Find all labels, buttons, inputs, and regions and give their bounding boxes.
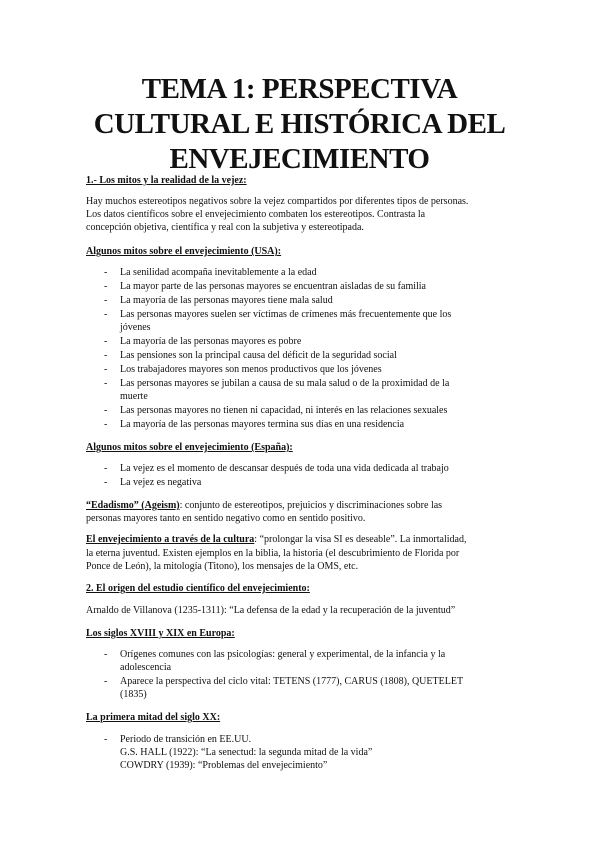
usa-myth-8: Las personas mayores se jubilan a causa de su mala salud o de la proximidad de la — [120, 378, 450, 389]
bullet-dash: - — [104, 649, 108, 660]
usa-myth-8-cont: muerte — [120, 391, 148, 402]
bullet-dash: - — [104, 477, 108, 488]
usa-myth-4-cont: jóvenes — [120, 322, 151, 333]
bullet-dash: - — [104, 295, 108, 306]
intro-line-1: Hay muchos estereotipos negativos sobre la vejez compartidos por diferentes tipos de personas. — [86, 196, 469, 207]
culture-line-2: la eterna juventud. Existen ejemplos en la biblia, la historia (el descubrimiento de Florida por — [86, 548, 460, 559]
arnaldo-line: Arnaldo de Villanova (1235-1311): “La defensa de la edad y la recuperación de la juventud” — [86, 605, 456, 616]
bullet-dash: - — [104, 336, 108, 347]
bullet-dash: - — [104, 734, 108, 745]
culture-line-1 — [86, 533, 466, 546]
xviii-xix-heading: Los siglos XVIII y XIX en Europa: — [86, 628, 235, 639]
culture-text: : “prolongar la visa SI es deseable”. La inmortalidad, — [254, 534, 467, 545]
spain-myth-1: La vejez es el momento de descansar después de toda una vida dedicada al trabajo — [120, 463, 449, 474]
usa-myth-5: La mayoría de las personas mayores es pobre — [120, 336, 302, 347]
usa-myth-7: Los trabajadores mayores son menos productivos que los jóvenes — [120, 364, 382, 375]
ageism-term: “Edadismo” (Ageism) — [86, 500, 180, 511]
usa-myth-9: Las personas mayores no tienen ni capacidad, ni interés en las relaciones sexuales — [120, 405, 448, 416]
section-2-heading: 2. El origen del estudio científico del envejecimiento: — [86, 583, 310, 594]
title-line-3: ENVEJECIMIENTO — [169, 143, 430, 175]
usa-myth-3: La mayoría de las personas mayores tiene mala salud — [120, 295, 333, 306]
usa-myth-4: Las personas mayores suelen ser víctimas de crímenes más frecuentemente que los — [120, 309, 452, 320]
ageism-definition: : conjunto de estereotipos, prejuicios y discriminaciones sobre las — [179, 500, 443, 511]
usa-myth-10: La mayoría de las personas mayores termina sus días en una residencia — [120, 419, 405, 430]
ageism-line-2: personas mayores tanto en sentido negativo como en sentido positivo. — [86, 513, 366, 524]
xviii-item-2: Aparece la perspectiva del ciclo vital: TETENS (1777), CARUS (1808), QUETELET — [120, 676, 464, 687]
ageism-line-1 — [86, 499, 442, 512]
xx-item-3: COWDRY (1939): “Problemas del envejecimiento” — [120, 760, 328, 771]
intro-line-2: Los datos científicos sobre el envejecimiento combaten los estereotipos. Contrasta la — [86, 209, 426, 220]
xviii-item-2-cont: (1835) — [120, 689, 147, 700]
usa-myths-heading: Algunos mitos sobre el envejecimiento (USA): — [86, 246, 282, 257]
xx-item-2: G.S. HALL (1922): “La senectud: la segunda mitad de la vida” — [120, 747, 373, 758]
bullet-dash: - — [104, 350, 108, 361]
usa-myth-2: La mayor parte de las personas mayores se encuentran aisladas de su familia — [120, 281, 426, 292]
xviii-item-1-cont: adolescencia — [120, 662, 172, 673]
bullet-dash: - — [104, 378, 108, 389]
bullet-dash: - — [104, 267, 108, 278]
usa-myth-6: Las pensiones son la principal causa del déficit de la seguridad social — [120, 350, 397, 361]
page-title — [60, 72, 539, 177]
xviii-item-1: Orígenes comunes con las psicologías: general y experimental, de la infancia y la — [120, 649, 446, 660]
xx-century-heading: La primera mitad del siglo XX: — [86, 712, 221, 723]
bullet-dash: - — [104, 419, 108, 430]
culture-line-3: Ponce de León), la mitología (Titono), los mensajes de la OMS, etc. — [86, 561, 359, 572]
section-1-heading: 1.- Los mitos y la realidad de la vejez: — [86, 175, 247, 186]
culture-term: El envejecimiento a través de la cultura — [86, 534, 255, 545]
intro-line-3: concepción objetiva, científica y real con la subjetiva y estereotipada. — [86, 222, 364, 233]
bullet-dash: - — [104, 281, 108, 292]
usa-myth-1: La senilidad acompaña inevitablemente a la edad — [120, 267, 317, 278]
bullet-dash: - — [104, 364, 108, 375]
spain-myth-2: La vejez es negativa — [120, 477, 202, 488]
spain-myths-heading: Algunos mitos sobre el envejecimiento (España): — [86, 442, 293, 453]
bullet-dash: - — [104, 405, 108, 416]
title-line-2: CULTURAL E HISTÓRICA DEL — [93, 108, 506, 140]
title-line-1: TEMA 1: PERSPECTIVA — [141, 73, 458, 105]
bullet-dash: - — [104, 463, 108, 474]
bullet-dash: - — [104, 309, 108, 320]
bullet-dash: - — [104, 676, 108, 687]
xx-item-1: Periodo de transición en EE.UU. — [120, 734, 252, 745]
